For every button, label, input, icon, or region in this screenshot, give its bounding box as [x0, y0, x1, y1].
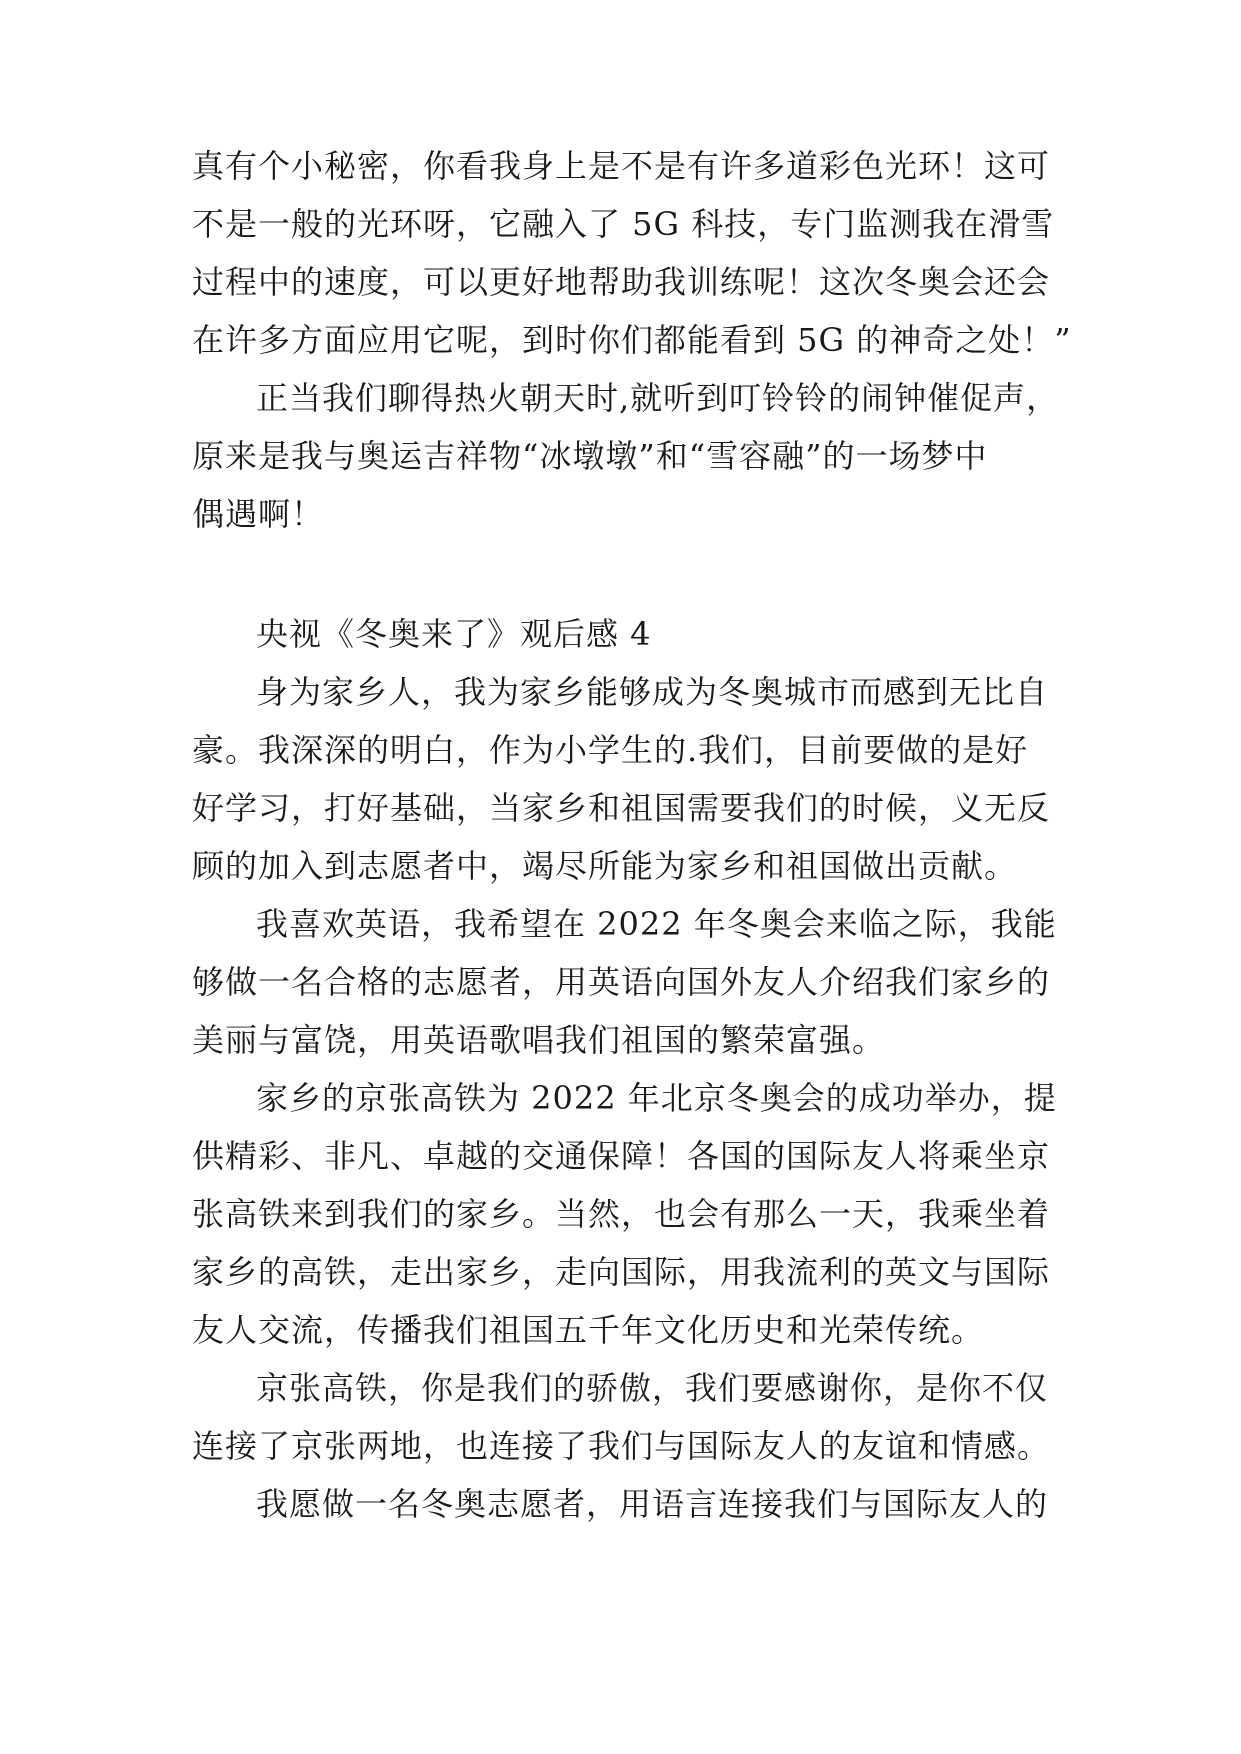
paragraph-line: 供精彩、非凡、卓越的交通保障！各国的国际友人将乘坐京: [192, 1137, 1051, 1175]
paragraph-line: 张高铁来到我们的家乡。当然，也会有那么一天，我乘坐着: [192, 1195, 1051, 1233]
paragraph-line: 友人交流，传播我们祖国五千年文化历史和光荣传统。: [192, 1311, 985, 1349]
paragraph-line: 豪。我深深的明白，作为小学生的.我们，目前要做的是好: [192, 731, 1029, 769]
paragraph-line: 我喜欢英语，我希望在 2022 年冬奥会来临之际，我能: [256, 905, 1057, 943]
paragraph-line: 连接了京张两地，也连接了我们与国际友人的友谊和情感。: [192, 1427, 1051, 1465]
paragraph-line: 身为家乡人，我为家乡能够成为冬奥城市而感到无比自: [256, 673, 1049, 711]
paragraph-line: 偶遇啊！: [192, 495, 325, 533]
paragraph-line: 京张高铁，你是我们的骄傲，我们要感谢你，是你不仅: [256, 1369, 1049, 1407]
paragraph-line: 不是一般的光环呀，它融入了 5G 科技，专门监测我在滑雪: [192, 205, 1055, 243]
paragraph-line: 顾的加入到志愿者中，竭尽所能为家乡和祖国做出贡献。: [192, 847, 1018, 885]
paragraph-line: 够做一名合格的志愿者，用英语向国外友人介绍我们家乡的: [192, 963, 1051, 1001]
paragraph-line: 我愿做一名冬奥志愿者，用语言连接我们与国际友人的: [256, 1485, 1049, 1523]
paragraph-line: 正当我们聊得热火朝天时,就听到叮铃铃的闹钟催促声，: [256, 379, 1060, 417]
paragraph-line: 过程中的速度，可以更好地帮助我训练呢！这次冬奥会还会: [192, 263, 1051, 301]
paragraph-line: 好学习，打好基础，当家乡和祖国需要我们的时候，义无反: [192, 789, 1051, 827]
paragraph-line: 家乡的高铁，走出家乡，走向国际，用我流利的英文与国际: [192, 1253, 1051, 1291]
paragraph-line: 原来是我与奥运吉祥物“冰墩墩”和“雪容融”的一场梦中: [192, 437, 988, 475]
paragraph-line: 真有个小秘密，你看我身上是不是有许多道彩色光环！这可: [192, 147, 1051, 185]
paragraph-line: 在许多方面应用它呢，到时你们都能看到 5G 的神奇之处！”: [192, 321, 1072, 359]
section-title: 央视《冬奥来了》观后感 4: [256, 615, 652, 653]
paragraph-line: 美丽与富饶，用英语歌唱我们祖国的繁荣富强。: [192, 1021, 886, 1059]
paragraph-line: 家乡的京张高铁为 2022 年北京冬奥会的成功举办，提: [256, 1079, 1057, 1117]
